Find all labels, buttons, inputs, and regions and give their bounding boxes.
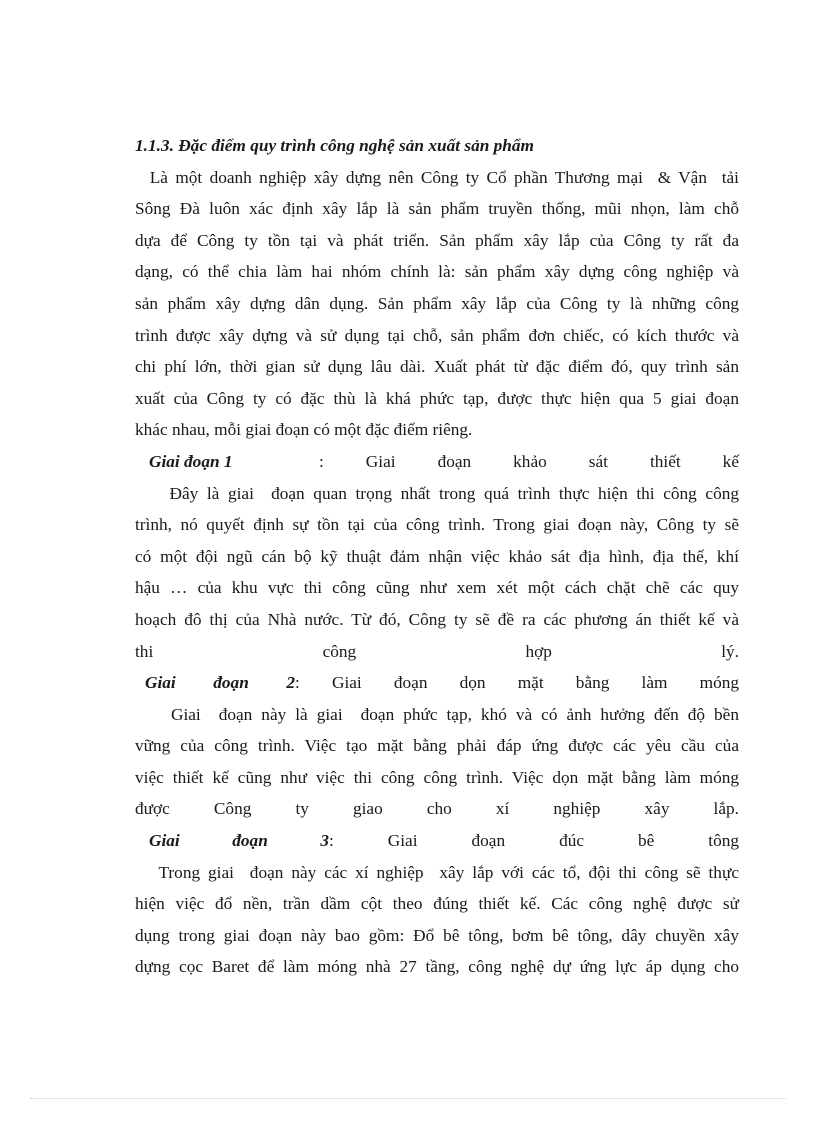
page-bottom-rule [30, 1098, 786, 1099]
stage-1-heading [135, 446, 739, 478]
stage-2-label: Giai đoạn 2 [145, 673, 295, 693]
text-line: khác nhau, mỗi giai đoạn có một đặc điểm riêng. [135, 420, 473, 440]
stage-1-title: : Giai đoạn khảo sát thiết kế [319, 451, 739, 471]
text-line: Là một doanh nghiệp xây dựng nên Công ty Cổ phần Thương mại & Vận tải [135, 167, 739, 187]
text-line: dựng cọc Baret để làm móng nhà 27 tầng, công nghệ dự ứng lực áp dụng cho [135, 957, 739, 977]
text-line: xuất của Công ty có đặc thù là khá phức tạp, được thực hiện qua 5 giai đoạn [135, 388, 739, 408]
text-line: việc thiết kế cũng như việc thi công công trình. Việc dọn mặt bằng làm móng [135, 767, 739, 787]
text-line: chi phí lớn, thời gian sử dụng lâu dài. Xuất phát từ đặc điểm đó, quy trình sản [135, 357, 739, 377]
text-line: được Công ty giao cho xí nghiệp xây lắp. [135, 799, 739, 819]
stage-3-heading [135, 825, 739, 857]
text-line: Trong giai đoạn này các xí nghiệp xây lắp với các tổ, đội thi công sẽ thực [135, 862, 739, 882]
text-line: vững của công trình. Việc tạo mặt bằng phải đáp ứng được các yêu cầu của [135, 736, 739, 756]
text-line: dựa để Công ty tồn tại và phát triển. Sản phẩm xây lắp của Công ty rất đa [135, 230, 739, 250]
stage-2-heading [135, 667, 739, 699]
text-line: hoạch đô thị của Nhà nước. Từ đó, Công ty sẽ đề ra các phương án thiết kế và [135, 609, 739, 629]
text-line: trình được xây dựng và sử dụng tại chỗ, sản phẩm đơn chiếc, có kích thước và [135, 325, 739, 345]
text-line: thi công hợp lý. [135, 641, 739, 661]
text-line: Giai đoạn này là giai đoạn phức tạp, khó và có ảnh hưởng đến độ bền [135, 704, 739, 724]
text-line: hiện việc đổ nền, trần dầm cột theo đúng thiết kế. Các công nghệ được sử [135, 894, 739, 914]
text-line: Đây là giai đoạn quan trọng nhất trong quá trình thực hiện thi công công [135, 483, 739, 503]
stage-2-title: : Giai đoạn dọn mặt bằng làm móng [295, 673, 739, 693]
stage-3-paragraph [135, 857, 739, 983]
text-line: có một đội ngũ cán bộ kỹ thuật đảm nhận việc khảo sát địa hình, địa thế, khí [135, 546, 739, 566]
text-line: trình, nó quyết định sự tồn tại của công trình. Trong giai đoạn này, Công ty sẽ [135, 515, 739, 535]
text-line: sản phẩm xây dựng dân dụng. Sản phẩm xây lắp của Công ty là những công [135, 293, 739, 313]
text-line: dụng trong giai đoạn này bao gồm: Đổ bê tông, bơm bê tông, dây chuyền xây [135, 925, 739, 945]
stage-2-paragraph [135, 699, 739, 825]
stage-3-label: Giai đoạn 3 [149, 831, 329, 851]
stage-3-title: : Giai đoạn đúc bê tông [329, 831, 739, 851]
text-line: Sông Đà luôn xác định xây lắp là sản phẩm truyền thống, mũi nhọn, làm chỗ [135, 199, 739, 219]
intro-paragraph [135, 162, 739, 446]
text-line: dạng, có thể chia làm hai nhóm chính là: sản phẩm xây dựng công nghiệp và [135, 262, 739, 282]
text-line: hậu … của khu vực thi công cũng như xem xét một cách chặt chẽ các quy [135, 578, 739, 598]
stage-1-paragraph [135, 478, 739, 668]
document-body [135, 130, 739, 983]
stage-1-label: Giai đoạn 1 [149, 451, 233, 471]
section-heading: 1.1.3. Đặc điểm quy trình công nghệ sản xuất sản phẩm [135, 136, 534, 155]
